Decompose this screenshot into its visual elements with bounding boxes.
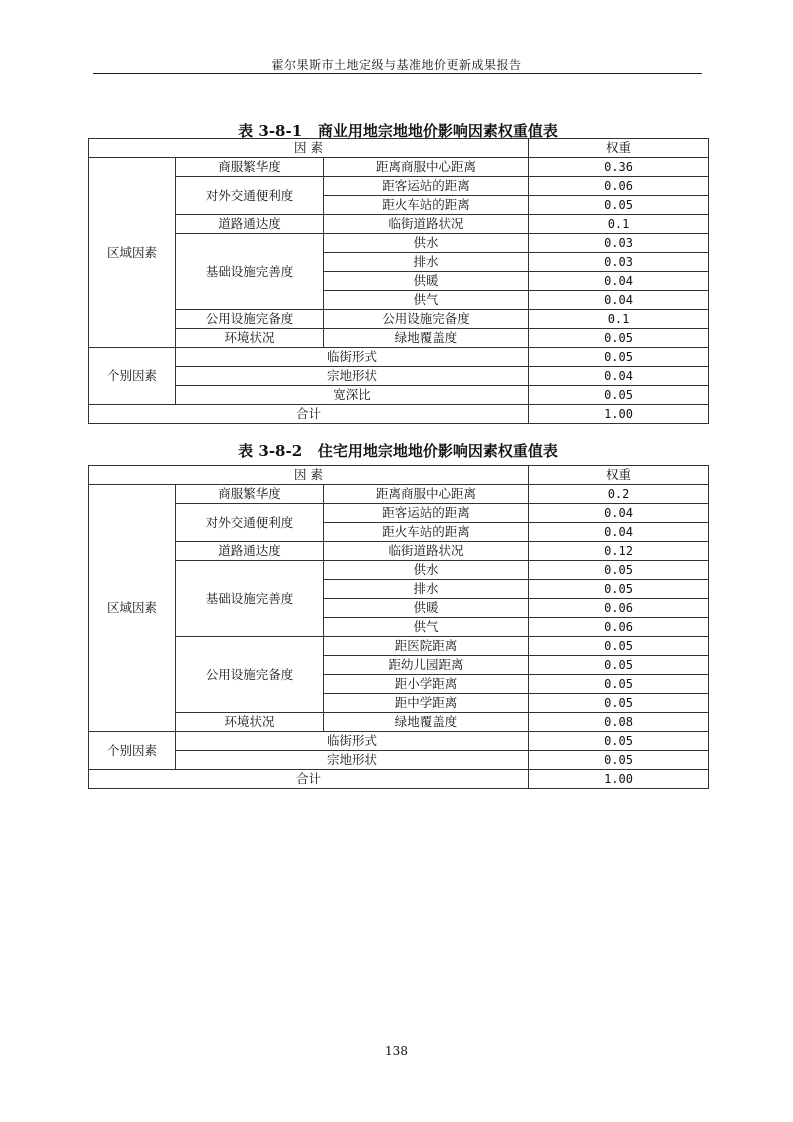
page-number: 138: [385, 1044, 408, 1058]
total-label: 合计: [89, 405, 529, 424]
table-row: [89, 139, 709, 158]
factor-item-label: 排水: [324, 580, 529, 599]
factor-subgroup-label: 环境状况: [176, 329, 324, 348]
factor-item-label: 供暖: [324, 272, 529, 291]
table-row: [89, 310, 709, 329]
table-row: [89, 542, 709, 561]
weight-value: 0.1: [529, 310, 709, 329]
table-row: [89, 732, 709, 751]
factor-subgroup-label: 道路通达度: [176, 542, 324, 561]
commercial-weight-table: [88, 138, 709, 424]
weight-value: 0.04: [529, 523, 709, 542]
weight-value: 0.05: [529, 580, 709, 599]
table-row: [89, 405, 709, 424]
weight-value: 0.05: [529, 637, 709, 656]
factor-subgroup-label: 对外交通便利度: [176, 504, 324, 542]
factor-subgroup-label: 道路通达度: [176, 215, 324, 234]
factor-item-label: 供暖: [324, 599, 529, 618]
factor-subgroup-label: 对外交通便利度: [176, 177, 324, 215]
table2-caption: 表 3-8-2 住宅用地宗地地价影响因素权重值表: [238, 442, 558, 460]
weight-value: 0.05: [529, 694, 709, 713]
factor-subgroup-label: 商服繁华度: [176, 158, 324, 177]
weight-column-header: 权重: [529, 139, 709, 158]
weight-value: 0.06: [529, 599, 709, 618]
factor-item-label: 供水: [324, 234, 529, 253]
factor-item-label: 公用设施完备度: [324, 310, 529, 329]
residential-weight-table: [88, 465, 709, 789]
factor-item-label: 宗地形状: [176, 367, 529, 386]
factor-item-label: 临街道路状况: [324, 542, 529, 561]
factor-item-label: 宽深比: [176, 386, 529, 405]
weight-value: 0.04: [529, 504, 709, 523]
weight-value: 0.08: [529, 713, 709, 732]
table-row: [89, 713, 709, 732]
table1-caption: 表 3-8-1 商业用地宗地地价影响因素权重值表: [238, 122, 558, 140]
factor-item-label: 距幼儿园距离: [324, 656, 529, 675]
table-row: [89, 234, 709, 253]
weight-value: 0.05: [529, 675, 709, 694]
factor-item-label: 距医院距离: [324, 637, 529, 656]
weight-column-header: 权重: [529, 466, 709, 485]
factor-subgroup-label: 商服繁华度: [176, 485, 324, 504]
factor-item-label: 绿地覆盖度: [324, 713, 529, 732]
factor-item-label: 距火车站的距离: [324, 196, 529, 215]
factor-column-header: 因 素: [89, 139, 529, 158]
table-row: [89, 329, 709, 348]
factor-item-label: 距客运站的距离: [324, 504, 529, 523]
factor-item-label: 临街道路状况: [324, 215, 529, 234]
factor-group-label: 区域因素: [89, 485, 176, 732]
factor-column-header: 因 素: [89, 466, 529, 485]
factor-item-label: 距离商服中心距离: [324, 158, 529, 177]
weight-value: 0.06: [529, 177, 709, 196]
weight-value: 0.12: [529, 542, 709, 561]
weight-value: 0.04: [529, 272, 709, 291]
factor-item-label: 距火车站的距离: [324, 523, 529, 542]
total-value: 1.00: [529, 770, 709, 789]
factor-subgroup-label: 公用设施完备度: [176, 637, 324, 713]
total-label: 合计: [89, 770, 529, 789]
weight-value: 0.05: [529, 329, 709, 348]
total-value: 1.00: [529, 405, 709, 424]
table-row: [89, 386, 709, 405]
factor-subgroup-label: 基础设施完善度: [176, 234, 324, 310]
table-row: [89, 158, 709, 177]
weight-value: 0.03: [529, 253, 709, 272]
weight-value: 0.05: [529, 732, 709, 751]
factor-group-label: 区域因素: [89, 158, 176, 348]
factor-item-label: 绿地覆盖度: [324, 329, 529, 348]
factor-item-label: 距客运站的距离: [324, 177, 529, 196]
factor-item-label: 临街形式: [176, 348, 529, 367]
table-row: [89, 215, 709, 234]
weight-value: 0.04: [529, 291, 709, 310]
weight-value: 0.05: [529, 751, 709, 770]
table-row: [89, 177, 709, 196]
factor-item-label: 供气: [324, 291, 529, 310]
table-row: [89, 485, 709, 504]
factor-item-label: 宗地形状: [176, 751, 529, 770]
weight-value: 0.04: [529, 367, 709, 386]
weight-value: 0.05: [529, 561, 709, 580]
table-row: [89, 348, 709, 367]
weight-value: 0.03: [529, 234, 709, 253]
factor-subgroup-label: 公用设施完备度: [176, 310, 324, 329]
factor-item-label: 供气: [324, 618, 529, 637]
factor-item-label: 距离商服中心距离: [324, 485, 529, 504]
weight-value: 0.2: [529, 485, 709, 504]
weight-value: 0.36: [529, 158, 709, 177]
factor-item-label: 临街形式: [176, 732, 529, 751]
factor-item-label: 排水: [324, 253, 529, 272]
page-header-title: 霍尔果斯市土地定级与基准地价更新成果报告: [271, 58, 522, 72]
table-row: [89, 504, 709, 523]
weight-value: 0.05: [529, 348, 709, 367]
weight-value: 0.05: [529, 656, 709, 675]
table-row: [89, 561, 709, 580]
factor-item-label: 供水: [324, 561, 529, 580]
weight-value: 0.1: [529, 215, 709, 234]
factor-group-label: 个别因素: [89, 732, 176, 770]
table-row: [89, 751, 709, 770]
factor-subgroup-label: 基础设施完善度: [176, 561, 324, 637]
weight-value: 0.05: [529, 196, 709, 215]
factor-group-label: 个别因素: [89, 348, 176, 405]
weight-value: 0.06: [529, 618, 709, 637]
header-divider: [93, 73, 702, 74]
factor-item-label: 距中学距离: [324, 694, 529, 713]
weight-value: 0.05: [529, 386, 709, 405]
factor-item-label: 距小学距离: [324, 675, 529, 694]
table-row: [89, 367, 709, 386]
table-row: [89, 770, 709, 789]
table-row: [89, 637, 709, 656]
factor-subgroup-label: 环境状况: [176, 713, 324, 732]
table-row: [89, 466, 709, 485]
